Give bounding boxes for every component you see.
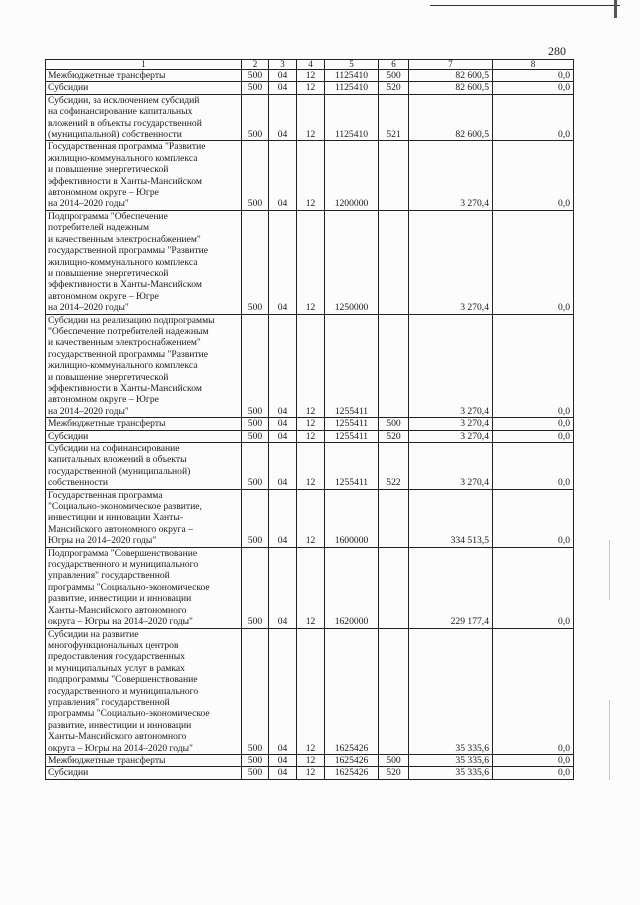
ministry-code-cell: 500 — [242, 443, 269, 490]
expense-type-cell: 520 — [379, 767, 409, 779]
page-number: 280 — [548, 44, 566, 58]
section-code-cell: 04 — [269, 141, 297, 210]
target-article-cell: 1255411 — [325, 418, 379, 430]
target-article-cell: 1125410 — [325, 70, 379, 82]
row-name-cell: Субсидии — [46, 82, 242, 94]
amount-cell: 3 270,4 — [409, 314, 493, 418]
amount-cell: 35 335,6 — [409, 628, 493, 754]
column-header: 2 — [242, 60, 269, 70]
target-article-cell: 1625426 — [325, 628, 379, 754]
corner-mark — [614, 0, 617, 18]
row-name-cell: Государственная программа "Развитие жилищно-коммунального комплекса и повышение энергетической эффективности в Ханты-Мансийском автономном округе – Югре на 2014–2020 годы" — [46, 141, 242, 210]
subsection-code-cell: 12 — [297, 767, 325, 779]
amount-cell: 3 270,4 — [409, 443, 493, 490]
change-amount-cell: 0,0 — [493, 314, 574, 418]
top-rule — [430, 5, 620, 6]
amount-cell: 3 270,4 — [409, 430, 493, 442]
section-code-cell: 04 — [269, 210, 297, 314]
table-row — [46, 430, 574, 442]
row-name-cell: Подпрограмма "Обеспечение потребителей надежным и качественным электроснабжением" государственной программы "Развитие жилищно-коммунального комплекса и повышение энергетической эффективности в Ханты-Мансийском автономном округе – Югре на 2014–2020 годы" — [46, 210, 242, 314]
subsection-code-cell: 12 — [297, 489, 325, 547]
row-name-cell: Подпрограмма "Совершенствование государственного и муниципального управления" государственной программы "Социально-экономическое развитие, инвестиции и инновации Ханты-Мансийского автономного округа – Югры на 2014–2020 годы" — [46, 547, 242, 628]
section-code-cell: 04 — [269, 443, 297, 490]
section-code-cell: 04 — [269, 489, 297, 547]
subsection-code-cell: 12 — [297, 430, 325, 442]
ministry-code-cell: 500 — [242, 141, 269, 210]
ministry-code-cell: 500 — [242, 754, 269, 766]
row-name-cell: Межбюджетные трансферты — [46, 418, 242, 430]
target-article-cell: 1255411 — [325, 443, 379, 490]
row-name-cell: Межбюджетные трансферты — [46, 754, 242, 766]
section-code-cell: 04 — [269, 754, 297, 766]
amount-cell: 334 513,5 — [409, 489, 493, 547]
expense-type-cell: 520 — [379, 430, 409, 442]
budget-table — [45, 59, 574, 780]
expense-type-cell — [379, 547, 409, 628]
target-article-cell: 1125410 — [325, 94, 379, 141]
ministry-code-cell: 500 — [242, 94, 269, 141]
ministry-code-cell: 500 — [242, 430, 269, 442]
expense-type-cell: 520 — [379, 82, 409, 94]
section-code-cell: 04 — [269, 418, 297, 430]
row-name-cell: Субсидии на развитие многофункциональных центров предоставления государственных и муниципальных услуг в рамках подпрограммы "Совершенствование государственного и муниципального управления" государственной программы "Социально-экономическое развитие, инвестиции и инновации Ханты-Мансийского автономного округа – Югры на 2014–2020 годы" — [46, 628, 242, 754]
table-row — [46, 547, 574, 628]
change-amount-cell: 0,0 — [493, 489, 574, 547]
ministry-code-cell: 500 — [242, 314, 269, 418]
section-code-cell: 04 — [269, 547, 297, 628]
change-amount-cell: 0,0 — [493, 430, 574, 442]
ministry-code-cell: 500 — [242, 767, 269, 779]
change-amount-cell: 0,0 — [493, 82, 574, 94]
change-amount-cell: 0,0 — [493, 628, 574, 754]
row-name-cell: Субсидии на софинансирование капитальных вложений в объекты государственной (муниципальной) собственности — [46, 443, 242, 490]
target-article-cell: 1625426 — [325, 767, 379, 779]
column-header: 1 — [46, 60, 242, 70]
amount-cell: 82 600,5 — [409, 70, 493, 82]
change-amount-cell: 0,0 — [493, 418, 574, 430]
table-row — [46, 754, 574, 766]
table-row — [46, 443, 574, 490]
subsection-code-cell: 12 — [297, 141, 325, 210]
ministry-code-cell: 500 — [242, 82, 269, 94]
column-header: 5 — [325, 60, 379, 70]
amount-cell: 229 177,4 — [409, 547, 493, 628]
section-code-cell: 04 — [269, 70, 297, 82]
amount-cell: 82 600,5 — [409, 82, 493, 94]
amount-cell: 35 335,6 — [409, 754, 493, 766]
column-header: 8 — [493, 60, 574, 70]
amount-cell: 3 270,4 — [409, 210, 493, 314]
target-article-cell: 1125410 — [325, 82, 379, 94]
row-name-cell: Субсидии — [46, 430, 242, 442]
expense-type-cell — [379, 141, 409, 210]
section-code-cell: 04 — [269, 767, 297, 779]
target-article-cell: 1250000 — [325, 210, 379, 314]
section-code-cell: 04 — [269, 628, 297, 754]
amount-cell: 35 335,6 — [409, 767, 493, 779]
change-amount-cell: 0,0 — [493, 754, 574, 766]
change-amount-cell: 0,0 — [493, 443, 574, 490]
column-header: 4 — [297, 60, 325, 70]
table-row — [46, 767, 574, 779]
table-row — [46, 628, 574, 754]
section-code-cell: 04 — [269, 314, 297, 418]
ministry-code-cell: 500 — [242, 489, 269, 547]
change-amount-cell: 0,0 — [493, 141, 574, 210]
expense-type-cell: 500 — [379, 754, 409, 766]
table-row — [46, 94, 574, 141]
column-header: 7 — [409, 60, 493, 70]
ministry-code-cell: 500 — [242, 547, 269, 628]
expense-type-cell — [379, 314, 409, 418]
expense-type-cell — [379, 628, 409, 754]
ministry-code-cell: 500 — [242, 418, 269, 430]
table-row — [46, 82, 574, 94]
row-name-cell: Субсидии на реализацию подпрограммы "Обеспечение потребителей надежным и качественным электроснабжением" государственной программы "Развитие жилищно-коммунального комплекса и повышение энергетической эффективности в Ханты-Мансийском автономном округе – Югре на 2014–2020 годы" — [46, 314, 242, 418]
column-header: 6 — [379, 60, 409, 70]
target-article-cell: 1255411 — [325, 430, 379, 442]
section-code-cell: 04 — [269, 430, 297, 442]
subsection-code-cell: 12 — [297, 94, 325, 141]
section-code-cell: 04 — [269, 82, 297, 94]
ministry-code-cell: 500 — [242, 210, 269, 314]
amount-cell: 3 270,4 — [409, 418, 493, 430]
target-article-cell: 1255411 — [325, 314, 379, 418]
row-name-cell: Государственная программа "Социально-экономическое развитие, инвестиции и инновации Ханты- Мансийского автономного округа – Югры на 2014–2020 годы" — [46, 489, 242, 547]
scan-edge-mark — [609, 700, 610, 780]
subsection-code-cell: 12 — [297, 70, 325, 82]
target-article-cell: 1200000 — [325, 141, 379, 210]
row-name-cell: Субсидии — [46, 767, 242, 779]
change-amount-cell: 0,0 — [493, 210, 574, 314]
change-amount-cell: 0,0 — [493, 94, 574, 141]
expense-type-cell: 500 — [379, 70, 409, 82]
expense-type-cell — [379, 489, 409, 547]
row-name-cell: Субсидии, за исключением субсидий на софинансирование капитальных вложений в объекты государственной (муниципальной) собственности — [46, 94, 242, 141]
table-row — [46, 141, 574, 210]
ministry-code-cell: 500 — [242, 628, 269, 754]
column-header: 3 — [269, 60, 297, 70]
ministry-code-cell: 500 — [242, 70, 269, 82]
table-row — [46, 489, 574, 547]
expense-type-cell — [379, 210, 409, 314]
amount-cell: 3 270,4 — [409, 141, 493, 210]
section-code-cell: 04 — [269, 94, 297, 141]
table-row — [46, 314, 574, 418]
change-amount-cell: 0,0 — [493, 70, 574, 82]
expense-type-cell: 500 — [379, 418, 409, 430]
change-amount-cell: 0,0 — [493, 547, 574, 628]
expense-type-cell: 521 — [379, 94, 409, 141]
subsection-code-cell: 12 — [297, 754, 325, 766]
target-article-cell: 1620000 — [325, 547, 379, 628]
table-row — [46, 210, 574, 314]
target-article-cell: 1625426 — [325, 754, 379, 766]
table-row — [46, 418, 574, 430]
subsection-code-cell: 12 — [297, 547, 325, 628]
target-article-cell: 1600000 — [325, 489, 379, 547]
amount-cell: 82 600,5 — [409, 94, 493, 141]
subsection-code-cell: 12 — [297, 82, 325, 94]
change-amount-cell: 0,0 — [493, 767, 574, 779]
subsection-code-cell: 12 — [297, 210, 325, 314]
subsection-code-cell: 12 — [297, 443, 325, 490]
expense-type-cell: 522 — [379, 443, 409, 490]
subsection-code-cell: 12 — [297, 314, 325, 418]
row-name-cell: Межбюджетные трансферты — [46, 70, 242, 82]
subsection-code-cell: 12 — [297, 628, 325, 754]
subsection-code-cell: 12 — [297, 418, 325, 430]
scan-edge-mark — [609, 540, 610, 600]
table-row — [46, 70, 574, 82]
table-header-row — [46, 60, 574, 70]
